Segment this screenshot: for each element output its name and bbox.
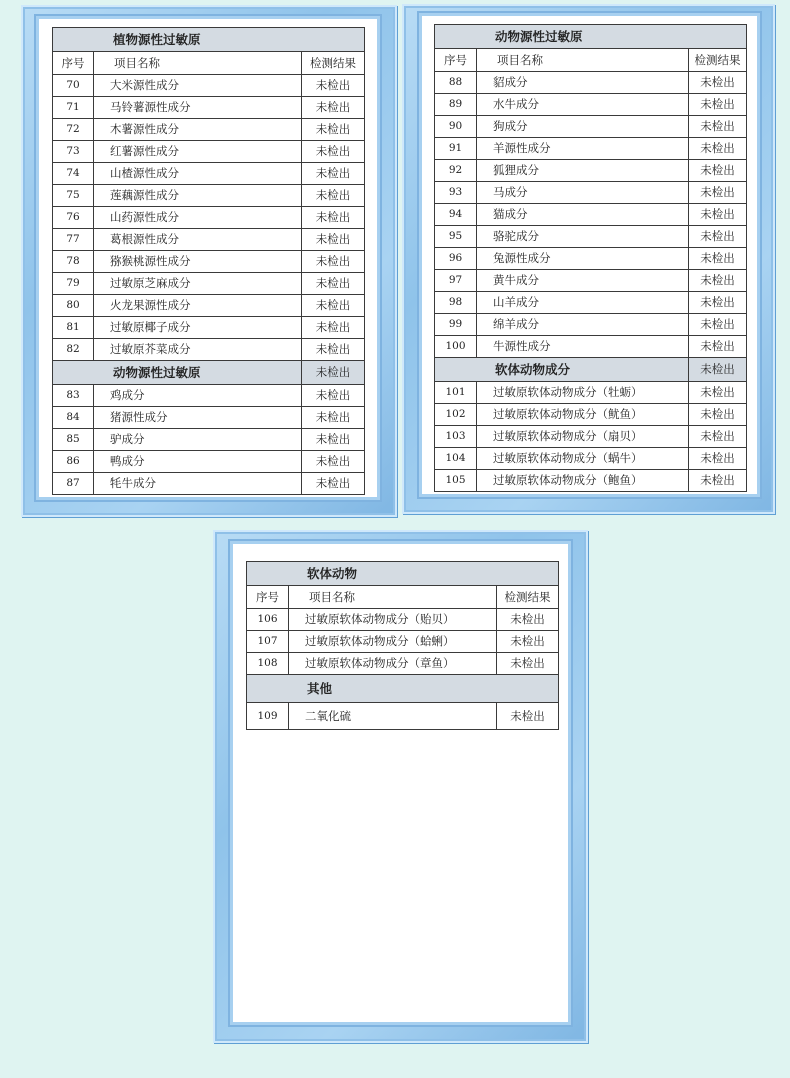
table-row [435, 426, 747, 448]
row-name: 狗成分 [477, 116, 689, 138]
table-row [435, 182, 747, 204]
row-name: 羊源性成分 [477, 138, 689, 160]
table-row [53, 251, 365, 273]
row-result: 未检出 [302, 251, 365, 273]
row-num: 90 [435, 116, 477, 138]
row-num: 101 [435, 382, 477, 404]
row-result: 未检出 [302, 273, 365, 295]
category-row [247, 675, 559, 703]
table-row [435, 116, 747, 138]
row-result: 未检出 [497, 703, 559, 730]
row-result: 未检出 [497, 653, 559, 675]
row-num: 85 [53, 429, 94, 451]
row-num: 106 [247, 609, 289, 631]
row-name: 绵羊成分 [477, 314, 689, 336]
table-row [53, 407, 365, 429]
row-result: 未检出 [689, 226, 747, 248]
row-num: 81 [53, 317, 94, 339]
row-num: 105 [435, 470, 477, 492]
header-name: 项目名称 [289, 586, 497, 609]
row-num: 74 [53, 163, 94, 185]
row-result: 未检出 [302, 163, 365, 185]
table-panel-3 [246, 561, 559, 730]
row-name: 鸭成分 [94, 451, 302, 473]
row-result: 未检出 [689, 270, 747, 292]
row-result: 未检出 [302, 141, 365, 163]
row-num: 70 [53, 75, 94, 97]
row-num: 72 [53, 119, 94, 141]
row-name: 葛根源性成分 [94, 229, 302, 251]
table-row [435, 72, 747, 94]
category-row [247, 562, 559, 586]
row-result: 未检出 [689, 448, 747, 470]
row-result: 未检出 [302, 229, 365, 251]
row-num: 95 [435, 226, 477, 248]
row-num: 77 [53, 229, 94, 251]
row-name: 猫成分 [477, 204, 689, 226]
row-num: 91 [435, 138, 477, 160]
header-num: 序号 [435, 49, 477, 72]
header-name: 项目名称 [477, 49, 689, 72]
table-row [435, 138, 747, 160]
row-result: 未检出 [302, 385, 365, 407]
row-name: 猕猴桃源性成分 [94, 251, 302, 273]
header-num: 序号 [53, 52, 94, 75]
paper-panel-1 [39, 19, 377, 497]
row-num: 78 [53, 251, 94, 273]
row-name: 牦牛成分 [94, 473, 302, 495]
table-row [247, 653, 559, 675]
row-result: 未检出 [689, 404, 747, 426]
row-name: 过敏原软体动物成分（鱿鱼） [477, 404, 689, 426]
header-name: 项目名称 [94, 52, 302, 75]
table-row [247, 631, 559, 653]
row-result: 未检出 [302, 207, 365, 229]
category-title: 软体动物成分 [435, 358, 689, 382]
row-name: 牛源性成分 [477, 336, 689, 358]
row-name: 骆驼成分 [477, 226, 689, 248]
row-name: 狐狸成分 [477, 160, 689, 182]
table-header-row [247, 586, 559, 609]
row-num: 89 [435, 94, 477, 116]
category-row [53, 361, 365, 385]
category-title: 植物源性过敏原 [53, 28, 365, 52]
table-row [53, 339, 365, 361]
row-result: 未检出 [302, 451, 365, 473]
row-num: 109 [247, 703, 289, 730]
category-title: 软体动物 [247, 562, 559, 586]
row-result: 未检出 [689, 336, 747, 358]
row-result: 未检出 [302, 429, 365, 451]
row-num: 84 [53, 407, 94, 429]
category-row [435, 25, 747, 49]
table-panel-2 [434, 24, 747, 492]
row-num: 99 [435, 314, 477, 336]
table-row [247, 703, 559, 730]
row-result: 未检出 [302, 97, 365, 119]
table-row [435, 448, 747, 470]
table-row [53, 429, 365, 451]
table-row [435, 94, 747, 116]
row-num: 82 [53, 339, 94, 361]
table-row [435, 404, 747, 426]
row-num: 98 [435, 292, 477, 314]
table-row [53, 273, 365, 295]
row-num: 100 [435, 336, 477, 358]
row-name: 大米源性成分 [94, 75, 302, 97]
row-name: 鸡成分 [94, 385, 302, 407]
table-row [435, 226, 747, 248]
row-result: 未检出 [302, 407, 365, 429]
row-num: 102 [435, 404, 477, 426]
category-title: 动物源性过敏原 [435, 25, 747, 49]
row-result: 未检出 [689, 94, 747, 116]
row-result: 未检出 [302, 339, 365, 361]
row-name: 过敏原软体动物成分（鲍鱼） [477, 470, 689, 492]
row-num: 93 [435, 182, 477, 204]
row-name: 山羊成分 [477, 292, 689, 314]
table-row [53, 229, 365, 251]
row-num: 94 [435, 204, 477, 226]
row-result: 未检出 [302, 295, 365, 317]
row-result: 未检出 [689, 426, 747, 448]
table-row [53, 317, 365, 339]
table-row [435, 248, 747, 270]
row-result: 未检出 [302, 473, 365, 495]
row-result: 未检出 [497, 609, 559, 631]
row-num: 88 [435, 72, 477, 94]
row-name: 山药源性成分 [94, 207, 302, 229]
header-result: 检测结果 [302, 52, 365, 75]
row-result: 未检出 [689, 72, 747, 94]
row-result: 未检出 [689, 160, 747, 182]
row-num: 103 [435, 426, 477, 448]
table-row [53, 385, 365, 407]
table-row [435, 314, 747, 336]
row-result: 未检出 [497, 631, 559, 653]
row-num: 73 [53, 141, 94, 163]
table-row [435, 382, 747, 404]
frame-panel-2 [402, 4, 775, 514]
row-name: 驴成分 [94, 429, 302, 451]
row-result: 未检出 [689, 138, 747, 160]
row-num: 71 [53, 97, 94, 119]
row-name: 山楂源性成分 [94, 163, 302, 185]
row-name: 马铃薯源性成分 [94, 97, 302, 119]
row-name: 过敏原软体动物成分（蜗牛） [477, 448, 689, 470]
header-result: 检测结果 [497, 586, 559, 609]
table-row [53, 141, 365, 163]
row-name: 过敏原软体动物成分（贻贝） [289, 609, 497, 631]
row-name: 水牛成分 [477, 94, 689, 116]
row-name: 过敏原芥菜成分 [94, 339, 302, 361]
row-name: 二氧化硫 [289, 703, 497, 730]
header-num: 序号 [247, 586, 289, 609]
table-row [435, 270, 747, 292]
table-row [435, 470, 747, 492]
paper-panel-2 [422, 16, 757, 494]
row-num: 76 [53, 207, 94, 229]
row-result: 未检出 [689, 314, 747, 336]
table-row [53, 163, 365, 185]
row-name: 貂成分 [477, 72, 689, 94]
row-name: 过敏原软体动物成分（牡蛎） [477, 382, 689, 404]
table-row [435, 204, 747, 226]
row-num: 75 [53, 185, 94, 207]
row-num: 92 [435, 160, 477, 182]
row-name: 过敏原软体动物成分（章鱼） [289, 653, 497, 675]
row-num: 86 [53, 451, 94, 473]
row-name: 猪源性成分 [94, 407, 302, 429]
category-title: 其他 [247, 675, 559, 703]
row-name: 火龙果源性成分 [94, 295, 302, 317]
row-name: 过敏原软体动物成分（蛤蜊） [289, 631, 497, 653]
row-name: 莲藕源性成分 [94, 185, 302, 207]
row-name: 过敏原椰子成分 [94, 317, 302, 339]
table-row [247, 609, 559, 631]
row-result: 未检出 [302, 75, 365, 97]
frame-panel-3 [213, 530, 588, 1043]
row-result: 未检出 [689, 292, 747, 314]
row-num: 104 [435, 448, 477, 470]
row-num: 79 [53, 273, 94, 295]
row-result: 未检出 [689, 382, 747, 404]
table-row [53, 119, 365, 141]
row-name: 过敏原芝麻成分 [94, 273, 302, 295]
table-header-row [53, 52, 365, 75]
table-row [53, 185, 365, 207]
row-result: 未检出 [302, 317, 365, 339]
table-row [53, 75, 365, 97]
row-result: 未检出 [689, 470, 747, 492]
table-row [53, 207, 365, 229]
row-num: 80 [53, 295, 94, 317]
header-result: 检测结果 [689, 49, 747, 72]
table-row [53, 473, 365, 495]
row-result: 未检出 [689, 182, 747, 204]
row-result: 未检出 [302, 119, 365, 141]
paper-panel-3 [233, 544, 568, 1022]
row-num: 107 [247, 631, 289, 653]
row-num: 97 [435, 270, 477, 292]
table-row [435, 160, 747, 182]
row-name: 兔源性成分 [477, 248, 689, 270]
row-num: 83 [53, 385, 94, 407]
row-num: 108 [247, 653, 289, 675]
row-result: 未检出 [689, 248, 747, 270]
category-result: 未检出 [302, 361, 365, 385]
row-name: 木薯源性成分 [94, 119, 302, 141]
table-row [53, 451, 365, 473]
row-num: 87 [53, 473, 94, 495]
table-header-row [435, 49, 747, 72]
table-row [435, 292, 747, 314]
frame-panel-1 [21, 5, 397, 517]
row-name: 过敏原软体动物成分（扇贝） [477, 426, 689, 448]
row-result: 未检出 [689, 116, 747, 138]
row-result: 未检出 [689, 204, 747, 226]
row-result: 未检出 [302, 185, 365, 207]
category-result: 未检出 [689, 358, 747, 382]
row-name: 马成分 [477, 182, 689, 204]
row-num: 96 [435, 248, 477, 270]
table-row [53, 97, 365, 119]
category-row [53, 28, 365, 52]
category-row [435, 358, 747, 382]
row-name: 红薯源性成分 [94, 141, 302, 163]
table-row [53, 295, 365, 317]
row-name: 黄牛成分 [477, 270, 689, 292]
table-panel-1 [52, 27, 365, 495]
table-row [435, 336, 747, 358]
category-title: 动物源性过敏原 [53, 361, 302, 385]
